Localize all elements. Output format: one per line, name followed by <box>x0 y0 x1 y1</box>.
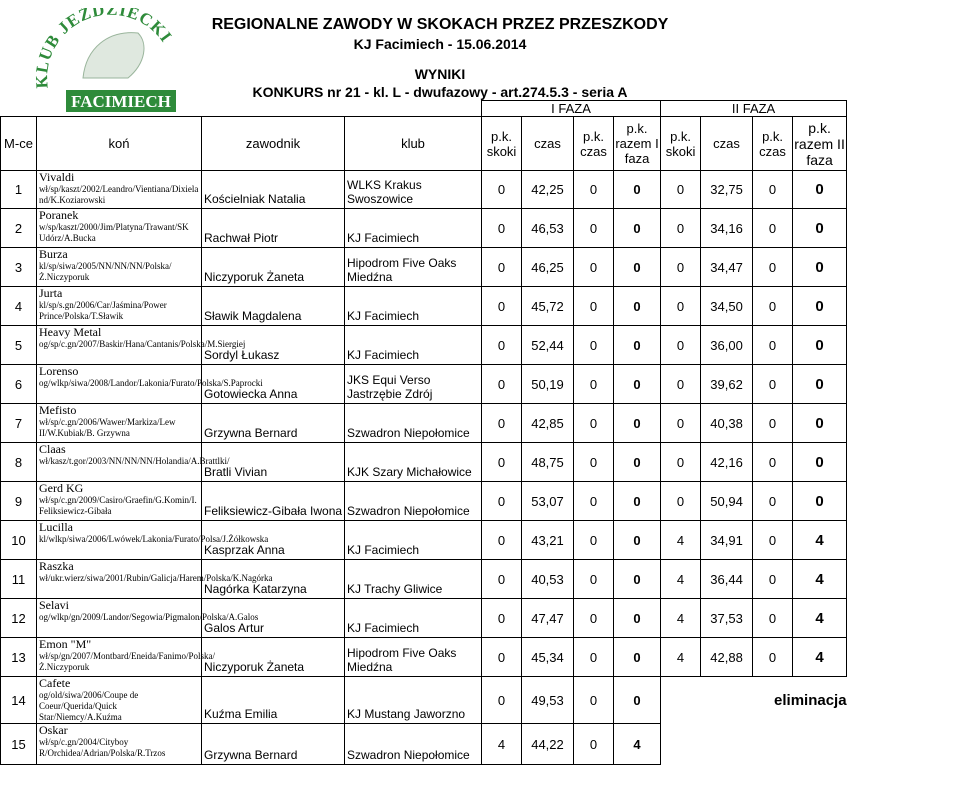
horse-info: wł/ukr.wierz/siwa/2001/Rubin/Galicja/Harem/Polska/K.Nagórka <box>39 573 273 583</box>
horse-info: wł/sp/c.gn/2009/Casiro/Graefin/G.Komin/I. Feliksiewicz-Gibała <box>39 495 197 516</box>
p2-skoki-cell: 0 <box>661 287 701 326</box>
rider-cell: Rachwał Piotr <box>202 209 345 248</box>
p2-pkczas-cell: 0 <box>753 560 793 599</box>
rider-cell: Sordyl Łukasz <box>202 326 345 365</box>
p1-pkczas-cell: 0 <box>574 287 614 326</box>
rider-cell: Niczyporuk Żaneta <box>202 638 345 677</box>
p2-pkczas-cell: 0 <box>753 599 793 638</box>
position-cell: 3 <box>1 248 37 287</box>
rider-cell: Sławik Magdalena <box>202 287 345 326</box>
p2-pkczas-cell: 0 <box>753 638 793 677</box>
table-row <box>1 326 967 365</box>
p1-pkczas-cell: 0 <box>574 677 614 724</box>
club-cell: KJ Mustang Jaworzno <box>345 677 482 724</box>
horse-info: kl/wlkp/siwa/2006/Lwówek/Lakonia/Furato/Polsa/J.Żółkowska <box>39 534 269 544</box>
horse-info: og/wlkp/siwa/2008/Landor/Lakonia/Furato/Polska/S.Paprocki <box>39 378 263 388</box>
p1-skoki-cell: 4 <box>482 724 522 765</box>
p2-razem-cell: 4 <box>793 521 847 560</box>
table-row <box>1 482 967 521</box>
horse-cell <box>37 171 202 209</box>
empty-cell <box>661 724 701 765</box>
col-czas2: czas <box>701 117 753 171</box>
p1-pkczas-cell: 0 <box>574 560 614 599</box>
p2-skoki-cell: 4 <box>661 599 701 638</box>
horse-info: w/sp/kaszt/2000/Jim/Platyna/Trawant/SK Udórz/A.Bucka <box>39 222 189 243</box>
p2-skoki-cell: 0 <box>661 365 701 404</box>
p1-czas-cell: 46,25 <box>522 248 574 287</box>
competition-heading: KONKURS nr 21 - kl. L - dwufazowy - art.274.5.3 - seria A <box>252 84 628 100</box>
rider-cell: Galos Artur <box>202 599 345 638</box>
horse-name: Selavi <box>39 598 69 612</box>
p1-czas-cell: 49,53 <box>522 677 574 724</box>
p2-skoki-cell: 0 <box>661 482 701 521</box>
rider-cell: Niczyporuk Żaneta <box>202 248 345 287</box>
horse-name: Burza <box>39 247 68 261</box>
horse-cell <box>37 209 202 248</box>
table-row <box>1 724 967 765</box>
elimination-cell: eliminacja <box>774 691 847 709</box>
results-table <box>0 100 967 765</box>
club-cell: Hipodrom Five Oaks Miedźna <box>345 248 482 287</box>
position-cell: 14 <box>1 677 37 724</box>
spacer-cell <box>847 724 967 765</box>
p2-skoki-cell: 0 <box>661 404 701 443</box>
col-pk-czas: p.k. czas <box>574 117 614 171</box>
horse-info: kl/sp/s.gn/2006/Car/Jaśmina/Power Prince/Polska/T.Sławik <box>39 300 167 321</box>
position-cell: 10 <box>1 521 37 560</box>
col-pk-razem1: p.k. razem I faza <box>614 117 661 171</box>
table-row <box>1 599 967 638</box>
spacer-cell <box>847 560 967 599</box>
club-cell: KJ Facimiech <box>345 599 482 638</box>
p1-pkczas-cell: 0 <box>574 599 614 638</box>
p2-razem-cell: 4 <box>793 560 847 599</box>
p1-skoki-cell: 0 <box>482 521 522 560</box>
rider-cell: Grzywna Bernard <box>202 404 345 443</box>
col-pk-skoki: p.k. skoki <box>482 117 522 171</box>
empty-cell <box>701 724 753 765</box>
horse-name: Heavy Metal <box>39 325 102 339</box>
p2-skoki-cell: 0 <box>661 248 701 287</box>
p2-razem-cell: 0 <box>793 287 847 326</box>
rider-cell: Grzywna Bernard <box>202 724 345 765</box>
p2-pkczas-cell: 0 <box>753 171 793 209</box>
p2-razem-cell: 0 <box>793 171 847 209</box>
p2-skoki-cell: 0 <box>661 171 701 209</box>
horse-info: og/old/siwa/2006/Coupe de Coeur/Querida/Quick Star/Niemcy/A.Kuźma <box>39 690 139 722</box>
p2-czas-cell: 34,50 <box>701 287 753 326</box>
club-cell: KJ Facimiech <box>345 521 482 560</box>
p1-pkczas-cell: 0 <box>574 443 614 482</box>
horse-name: Lorenso <box>39 364 79 378</box>
horse-name: Lucilla <box>39 520 73 534</box>
p1-skoki-cell: 0 <box>482 443 522 482</box>
p1-pkczas-cell: 0 <box>574 404 614 443</box>
rider-cell: Kościelniak Natalia <box>202 171 345 209</box>
p2-czas-cell: 32,75 <box>701 171 753 209</box>
p1-pkczas-cell: 0 <box>574 638 614 677</box>
rider-cell: Kuźma Emilia <box>202 677 345 724</box>
col-club: klub <box>345 117 482 171</box>
spacer-cell <box>847 599 967 638</box>
empty-cell <box>793 724 847 765</box>
horse-cell <box>37 248 202 287</box>
club-cell: KJ Facimiech <box>345 287 482 326</box>
logo-top-text: KLUB JEŹDZIECKI <box>31 8 176 89</box>
spacer-cell <box>847 248 967 287</box>
horse-name: Vivaldi <box>39 170 75 184</box>
p1-skoki-cell: 0 <box>482 482 522 521</box>
position-cell: 11 <box>1 560 37 599</box>
club-cell: KJ Trachy Gliwice <box>345 560 482 599</box>
horse-cell <box>37 482 202 521</box>
horse-info: wł/kasz/t.gor/2003/NN/NN/NN/Holandia/A.Brattlki/ <box>39 456 230 466</box>
p2-razem-cell: 0 <box>793 404 847 443</box>
p1-skoki-cell: 0 <box>482 560 522 599</box>
p1-czas-cell: 43,21 <box>522 521 574 560</box>
p2-skoki-cell: 4 <box>661 638 701 677</box>
table-row <box>1 209 967 248</box>
p2-czas-cell: 42,88 <box>701 638 753 677</box>
horse-info: kl/sp/siwa/2005/NN/NN/NN/Polska/Ż.Niczyporuk <box>39 261 172 282</box>
p1-czas-cell: 42,25 <box>522 171 574 209</box>
club-cell: WLKS Krakus Swoszowice <box>345 171 482 209</box>
rider-cell: Bratli Vivian <box>202 443 345 482</box>
p1-razem-cell: 0 <box>614 209 661 248</box>
position-cell: 8 <box>1 443 37 482</box>
phase2-header: II FAZA <box>661 101 847 117</box>
p2-czas-cell: 37,53 <box>701 599 753 638</box>
p2-czas-cell: 50,94 <box>701 482 753 521</box>
spacer-cell <box>847 482 967 521</box>
club-cell: Szwadron Niepołomice <box>345 724 482 765</box>
spacer-cell <box>847 443 967 482</box>
p1-czas-cell: 44,22 <box>522 724 574 765</box>
table-row <box>1 677 967 724</box>
col-rider: zawodnik <box>202 117 345 171</box>
p2-razem-cell: 0 <box>793 209 847 248</box>
spacer-cell <box>847 209 967 248</box>
p2-pkczas-cell: 0 <box>753 443 793 482</box>
p1-czas-cell: 46,53 <box>522 209 574 248</box>
p1-skoki-cell: 0 <box>482 365 522 404</box>
p2-pkczas-cell: 0 <box>753 248 793 287</box>
p2-skoki-cell: 0 <box>661 209 701 248</box>
p2-razem-cell: 0 <box>793 443 847 482</box>
p1-czas-cell: 50,19 <box>522 365 574 404</box>
p2-razem-cell: 4 <box>793 599 847 638</box>
spacer-cell <box>847 404 967 443</box>
event-subtitle: KJ Facimiech - 15.06.2014 <box>353 36 527 52</box>
p2-skoki-cell: 0 <box>661 443 701 482</box>
p1-pkczas-cell: 0 <box>574 521 614 560</box>
table-row <box>1 638 967 677</box>
p1-skoki-cell: 0 <box>482 326 522 365</box>
horse-cell <box>37 724 202 765</box>
club-cell: Hipodrom Five Oaks Miedźna <box>345 638 482 677</box>
p1-razem-cell: 0 <box>614 560 661 599</box>
rider-cell: Kasprzak Anna <box>202 521 345 560</box>
position-cell: 1 <box>1 171 37 209</box>
col-mce: M-ce <box>1 117 37 171</box>
p2-pkczas-cell: 0 <box>753 482 793 521</box>
p1-skoki-cell: 0 <box>482 677 522 724</box>
spacer-cell <box>847 171 967 209</box>
p2-skoki-cell: 4 <box>661 521 701 560</box>
p1-czas-cell: 48,75 <box>522 443 574 482</box>
position-cell: 7 <box>1 404 37 443</box>
horse-info: wł/sp/c.gn/2006/Wawer/Markiza/Lew II/W.Kubiak/B. Grzywna <box>39 417 176 438</box>
p2-pkczas-cell: 0 <box>753 209 793 248</box>
p1-pkczas-cell: 0 <box>574 209 614 248</box>
p1-razem-cell: 0 <box>614 599 661 638</box>
p2-razem-cell: 0 <box>793 365 847 404</box>
spacer-cell <box>847 638 967 677</box>
table-row <box>1 365 967 404</box>
rider-cell: Nagórka Katarzyna <box>202 560 345 599</box>
col-pk-skoki2: p.k. skoki <box>661 117 701 171</box>
p1-razem-cell: 0 <box>614 521 661 560</box>
horse-name: Raszka <box>39 559 74 573</box>
p1-skoki-cell: 0 <box>482 248 522 287</box>
p2-skoki-cell: 4 <box>661 560 701 599</box>
p1-razem-cell: 0 <box>614 443 661 482</box>
p1-razem-cell: 0 <box>614 287 661 326</box>
p1-pkczas-cell: 0 <box>574 326 614 365</box>
p1-skoki-cell: 0 <box>482 638 522 677</box>
position-cell: 12 <box>1 599 37 638</box>
table-row <box>1 560 967 599</box>
spacer-cell <box>847 521 967 560</box>
p2-skoki-cell: 0 <box>661 326 701 365</box>
horse-info: og/wlkp/gn/2009/Landor/Segowia/Pigmalon/Polska/A.Galos <box>39 612 259 622</box>
position-cell: 15 <box>1 724 37 765</box>
p2-czas-cell: 34,47 <box>701 248 753 287</box>
table-row <box>1 521 967 560</box>
club-cell: Szwadron Niepołomice <box>345 482 482 521</box>
club-cell: Szwadron Niepołomice <box>345 404 482 443</box>
horse-name: Oskar <box>39 723 68 737</box>
p1-czas-cell: 53,07 <box>522 482 574 521</box>
p2-razem-cell: 0 <box>793 326 847 365</box>
horse-name: Claas <box>39 442 66 456</box>
p1-czas-cell: 45,34 <box>522 638 574 677</box>
position-cell: 5 <box>1 326 37 365</box>
position-cell: 4 <box>1 287 37 326</box>
table-row <box>1 248 967 287</box>
col-pk-razem2: p.k. razem II faza <box>793 117 847 171</box>
p1-razem-cell: 0 <box>614 248 661 287</box>
horse-name: Poranek <box>39 208 79 222</box>
col-horse: koń <box>37 117 202 171</box>
p1-razem-cell: 4 <box>614 724 661 765</box>
table-row <box>1 404 967 443</box>
horse-name: Gerd KG <box>39 481 84 495</box>
horse-cell <box>37 287 202 326</box>
spacer-cell <box>847 287 967 326</box>
horse-cell <box>37 677 202 724</box>
club-cell: JKS Equi Verso Jastrzębie Zdrój <box>345 365 482 404</box>
p1-pkczas-cell: 0 <box>574 365 614 404</box>
horse-info: wł/sp/gn/2007/Montbard/Eneida/Fanimo/Polska/Ż.Niczyporuk <box>39 651 215 672</box>
p1-czas-cell: 40,53 <box>522 560 574 599</box>
p1-skoki-cell: 0 <box>482 599 522 638</box>
p1-razem-cell: 0 <box>614 365 661 404</box>
results-heading: WYNIKI <box>414 66 466 82</box>
p2-czas-cell: 42,16 <box>701 443 753 482</box>
p2-pkczas-cell: 0 <box>753 404 793 443</box>
empty-cell <box>753 724 793 765</box>
spacer-cell <box>847 365 967 404</box>
p2-czas-cell: 39,62 <box>701 365 753 404</box>
p1-skoki-cell: 0 <box>482 171 522 209</box>
table-row <box>1 443 967 482</box>
horse-cell <box>37 637 215 677</box>
p2-pkczas-cell: 0 <box>753 326 793 365</box>
horse-name: Emon "M" <box>39 637 92 651</box>
horse-name: Cafete <box>39 676 71 690</box>
club-logo <box>28 8 193 113</box>
p2-razem-cell: 0 <box>793 248 847 287</box>
position-cell: 13 <box>1 638 37 677</box>
p1-czas-cell: 52,44 <box>522 326 574 365</box>
p1-pkczas-cell: 0 <box>574 171 614 209</box>
rider-cell: Feliksiewicz-Gibała Iwona <box>202 482 345 521</box>
p1-razem-cell: 0 <box>614 171 661 209</box>
rider-cell: Gotowiecka Anna <box>202 365 345 404</box>
p1-czas-cell: 47,47 <box>522 599 574 638</box>
p1-skoki-cell: 0 <box>482 287 522 326</box>
horse-info: og/sp/c.gn/2007/Baskir/Hana/Cantanis/Polska/M.Siergiej <box>39 339 246 349</box>
club-cell: KJK Szary Michałowice <box>345 443 482 482</box>
p2-czas-cell: 36,00 <box>701 326 753 365</box>
horse-cell <box>37 442 230 482</box>
col-pk-czas2: p.k. czas <box>753 117 793 171</box>
spacer-cell <box>847 326 967 365</box>
p2-czas-cell: 40,38 <box>701 404 753 443</box>
p2-czas-cell: 34,16 <box>701 209 753 248</box>
table-row <box>1 171 967 209</box>
horse-info: wł/sp/kaszt/2002/Leandro/Vientiana/Dixiela nd/K.Koziarowski <box>39 184 199 205</box>
club-cell: KJ Facimiech <box>345 209 482 248</box>
position-cell: 6 <box>1 365 37 404</box>
p2-razem-cell: 0 <box>793 482 847 521</box>
p2-pkczas-cell: 0 <box>753 521 793 560</box>
logo-bottom-text: FACIMIECH <box>71 92 171 111</box>
event-title: REGIONALNE ZAWODY W SKOKACH PRZEZ PRZESZKODY <box>211 16 669 33</box>
col-czas: czas <box>522 117 574 171</box>
phase1-header: I FAZA <box>482 101 661 117</box>
club-cell: KJ Facimiech <box>345 326 482 365</box>
horse-name: Mefisto <box>39 403 77 417</box>
p2-czas-cell: 36,44 <box>701 560 753 599</box>
p1-pkczas-cell: 0 <box>574 482 614 521</box>
horse-info: wł/sp/c.gn/2004/Cityboy R/Orchidea/Adrian/Polska/R.Trzos <box>39 737 166 758</box>
p1-razem-cell: 0 <box>614 482 661 521</box>
p1-czas-cell: 45,72 <box>522 287 574 326</box>
position-cell: 2 <box>1 209 37 248</box>
p1-czas-cell: 42,85 <box>522 404 574 443</box>
p1-pkczas-cell: 0 <box>574 724 614 765</box>
position-cell: 9 <box>1 482 37 521</box>
p1-skoki-cell: 0 <box>482 404 522 443</box>
p2-pkczas-cell: 0 <box>753 287 793 326</box>
p2-pkczas-cell: 0 <box>753 365 793 404</box>
p1-razem-cell: 0 <box>614 404 661 443</box>
spacer-cell <box>847 677 967 724</box>
p1-razem-cell: 0 <box>614 638 661 677</box>
horse-cell <box>37 404 202 443</box>
p1-razem-cell: 0 <box>614 677 661 724</box>
p2-razem-cell: 4 <box>793 638 847 677</box>
p1-pkczas-cell: 0 <box>574 248 614 287</box>
horse-name: Jurta <box>39 286 63 300</box>
p1-skoki-cell: 0 <box>482 209 522 248</box>
table-row <box>1 287 967 326</box>
p2-czas-cell: 34,91 <box>701 521 753 560</box>
p1-razem-cell: 0 <box>614 326 661 365</box>
